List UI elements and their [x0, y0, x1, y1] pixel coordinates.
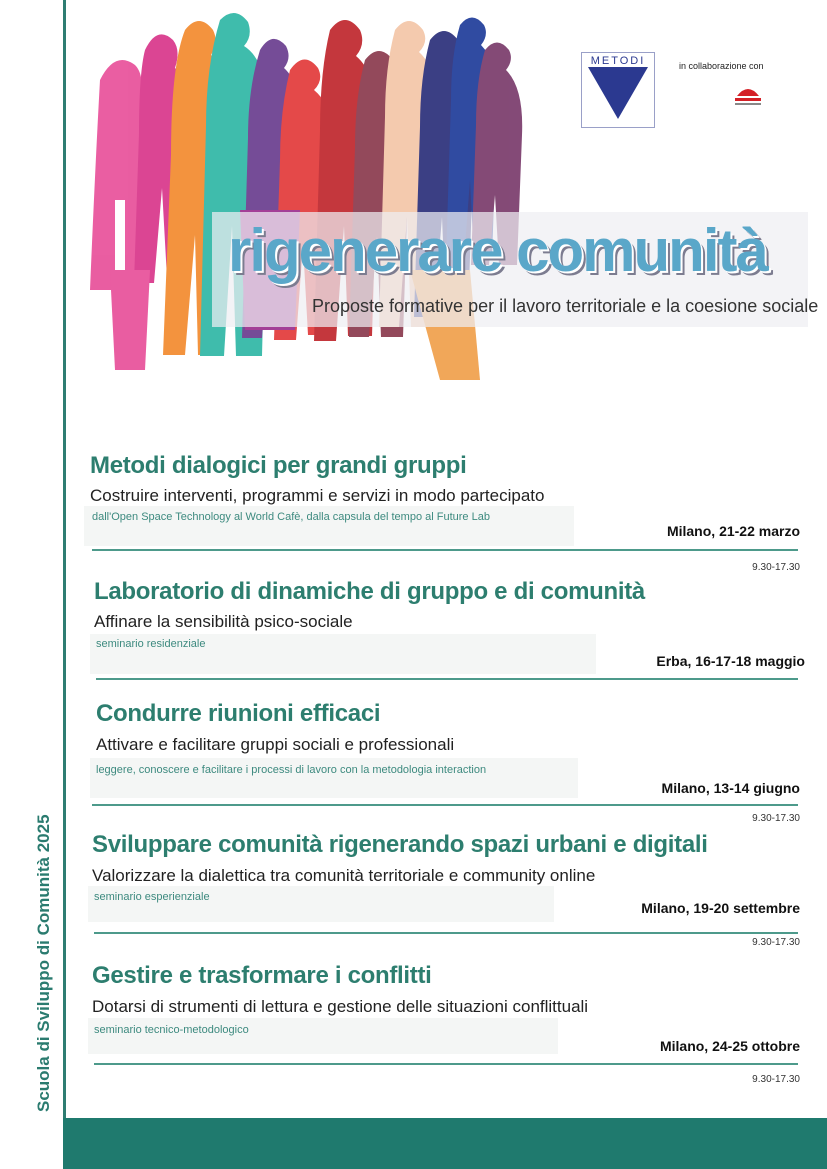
- course-subtitle: Dotarsi di strumenti di lettura e gestione delle situazioni conflittuali: [92, 997, 589, 1016]
- course-title: Condurre riunioni efficaci: [96, 700, 381, 727]
- course-time: 9.30-17.30: [752, 562, 800, 573]
- partner-logo-icon: [733, 82, 763, 108]
- course-place-date: Milano, 21-22 marzo: [666, 523, 800, 539]
- left-accent-line: [63, 0, 66, 1169]
- course-place-date: Erba, 16-17-18 maggio: [656, 653, 805, 669]
- course-note: seminario residenziale: [96, 638, 206, 650]
- course-time: 9.30-17.30: [752, 1074, 800, 1085]
- main-title: rigenerare comunità: [228, 217, 767, 284]
- course-place-date: Milano, 13-14 giugno: [661, 780, 800, 796]
- course-place-date: Milano, 19-20 settembre: [641, 900, 800, 916]
- divider: [92, 804, 798, 806]
- course-note: dall'Open Space Technology al World Cafè, dalla capsula del tempo al Future Lab: [92, 511, 490, 523]
- course-subtitle: Affinare la sensibilità psico-sociale: [94, 612, 353, 631]
- course-note: seminario esperienziale: [94, 891, 210, 903]
- course-time: 9.30-17.30: [752, 937, 800, 948]
- footer-band: [63, 1118, 827, 1169]
- triangle-logo-icon: [582, 53, 654, 127]
- course-title: Metodi dialogici per grandi gruppi: [90, 452, 467, 479]
- course-subtitle: Attivare e facilitare gruppi sociali e professionali: [96, 735, 455, 754]
- metodi-logo: METODI: [581, 52, 655, 128]
- divider: [92, 549, 798, 551]
- divider: [94, 1063, 798, 1065]
- course-time: 9.30-17.30: [752, 813, 800, 824]
- course-title: Laboratorio di dinamiche di gruppo e di comunità: [94, 578, 645, 605]
- course-subtitle: Costruire interventi, programmi e servizi in modo partecipato: [90, 486, 545, 505]
- course-place-date: Milano, 24-25 ottobre: [659, 1038, 800, 1054]
- collaboration-label: in collaborazione con: [679, 61, 764, 71]
- divider: [96, 678, 798, 680]
- course-title: Sviluppare comunità rigenerando spazi urbani e digitali: [92, 831, 708, 858]
- divider: [94, 932, 798, 934]
- sidebar-title: Scuola di Sviluppo di Comunità 2025: [34, 814, 53, 1112]
- course-note: leggere, conoscere e facilitare i processi di lavoro con la metodologia interaction: [96, 764, 487, 776]
- people-silhouettes-illustration: [90, 10, 560, 390]
- course-note: seminario tecnico-metodologico: [94, 1024, 249, 1036]
- main-subtitle: Proposte formative per il lavoro territoriale e la coesione sociale: [312, 296, 819, 316]
- course-subtitle: Valorizzare la dialettica tra comunità territoriale e community online: [92, 866, 596, 885]
- course-title: Gestire e trasformare i conflitti: [92, 962, 432, 989]
